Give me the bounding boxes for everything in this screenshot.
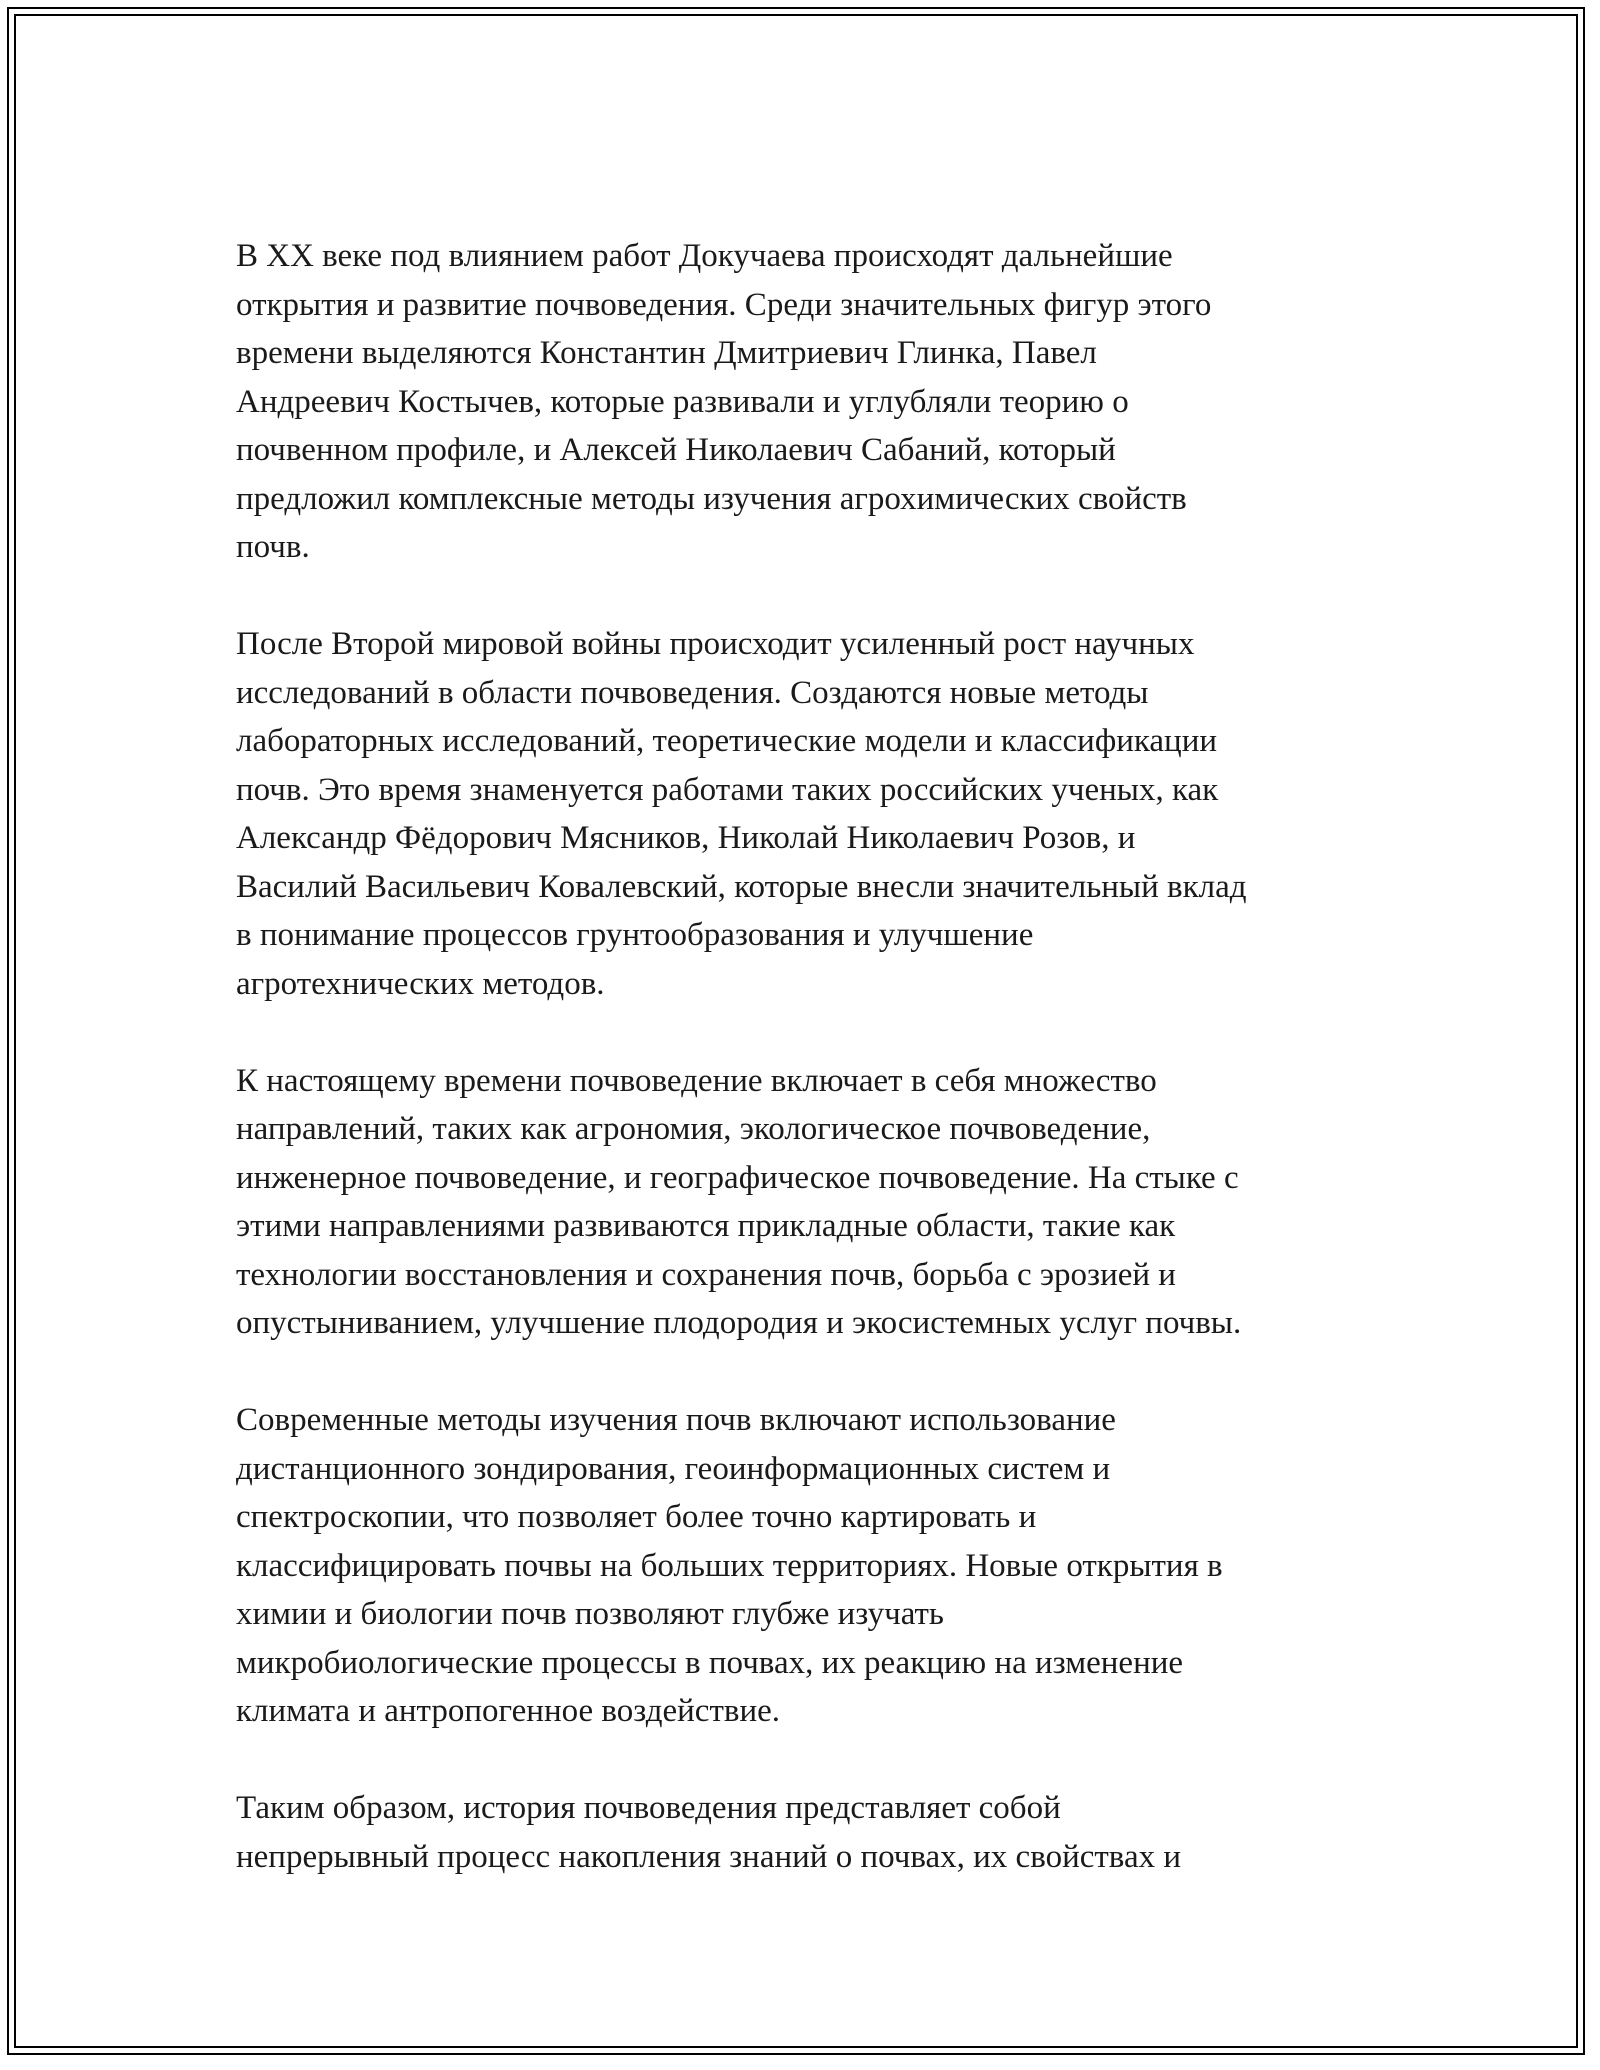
paragraph-dokuchaev-era: В XX веке под влиянием работ Докучаева происходят дальнейшие открытия и развитие почвоведения. Среди значительных фигур этого времени выделяются Константин Дмитриевич Глинка, Павел Андреевич Костычев, которые развивали и углубляли теорию о почвенном профиле, и Алексей Николаевич Сабаний, который предложил комплексные методы изучения агрохимических свойств почв.: [236, 238, 1212, 565]
paragraph-conclusion: Таким образом, история почвоведения представляет собой непрерывный процесс накопления знаний о почвах, их свойствах и: [236, 1790, 1181, 1875]
document-body: [236, 232, 1386, 1930]
paragraph-post-war-research: После Второй мировой войны происходит усиленный рост научных исследований в области почвоведения. Создаются новые методы лабораторных исследований, теоретические модели и классификации почв. Это время знаменуется работами таких российских ученых, как Александр Фёдорович Мясников, Николай Николаевич Розов, и Василий Васильевич Ковалевский, которые внесли значительный вклад в понимание процессов грунтообразования и улучшение агротехнических методов.: [236, 626, 1247, 1002]
paragraph-modern-methods: Современные методы изучения почв включают использование дистанционного зондирования, геоинформационных систем и спектроскопии, что позволяет более точно картировать и классифицировать почвы на больших территориях. Новые открытия в химии и биологии почв позволяют глубже изучать микробиологические процессы в почвах, их реакцию на изменение климата и антропогенное воздействие.: [236, 1402, 1223, 1729]
paragraph-modern-directions: К настоящему времени почвоведение включает в себя множество направлений, таких как агрономия, экологическое почвоведение, инженерное почвоведение, и географическое почвоведение. На стыке с этими направлениями развиваются прикладные области, такие как технологии восстановления и сохранения почв, борьба с эрозией и опустыниванием, улучшение плодородия и экосистемных услуг почвы.: [236, 1062, 1242, 1341]
